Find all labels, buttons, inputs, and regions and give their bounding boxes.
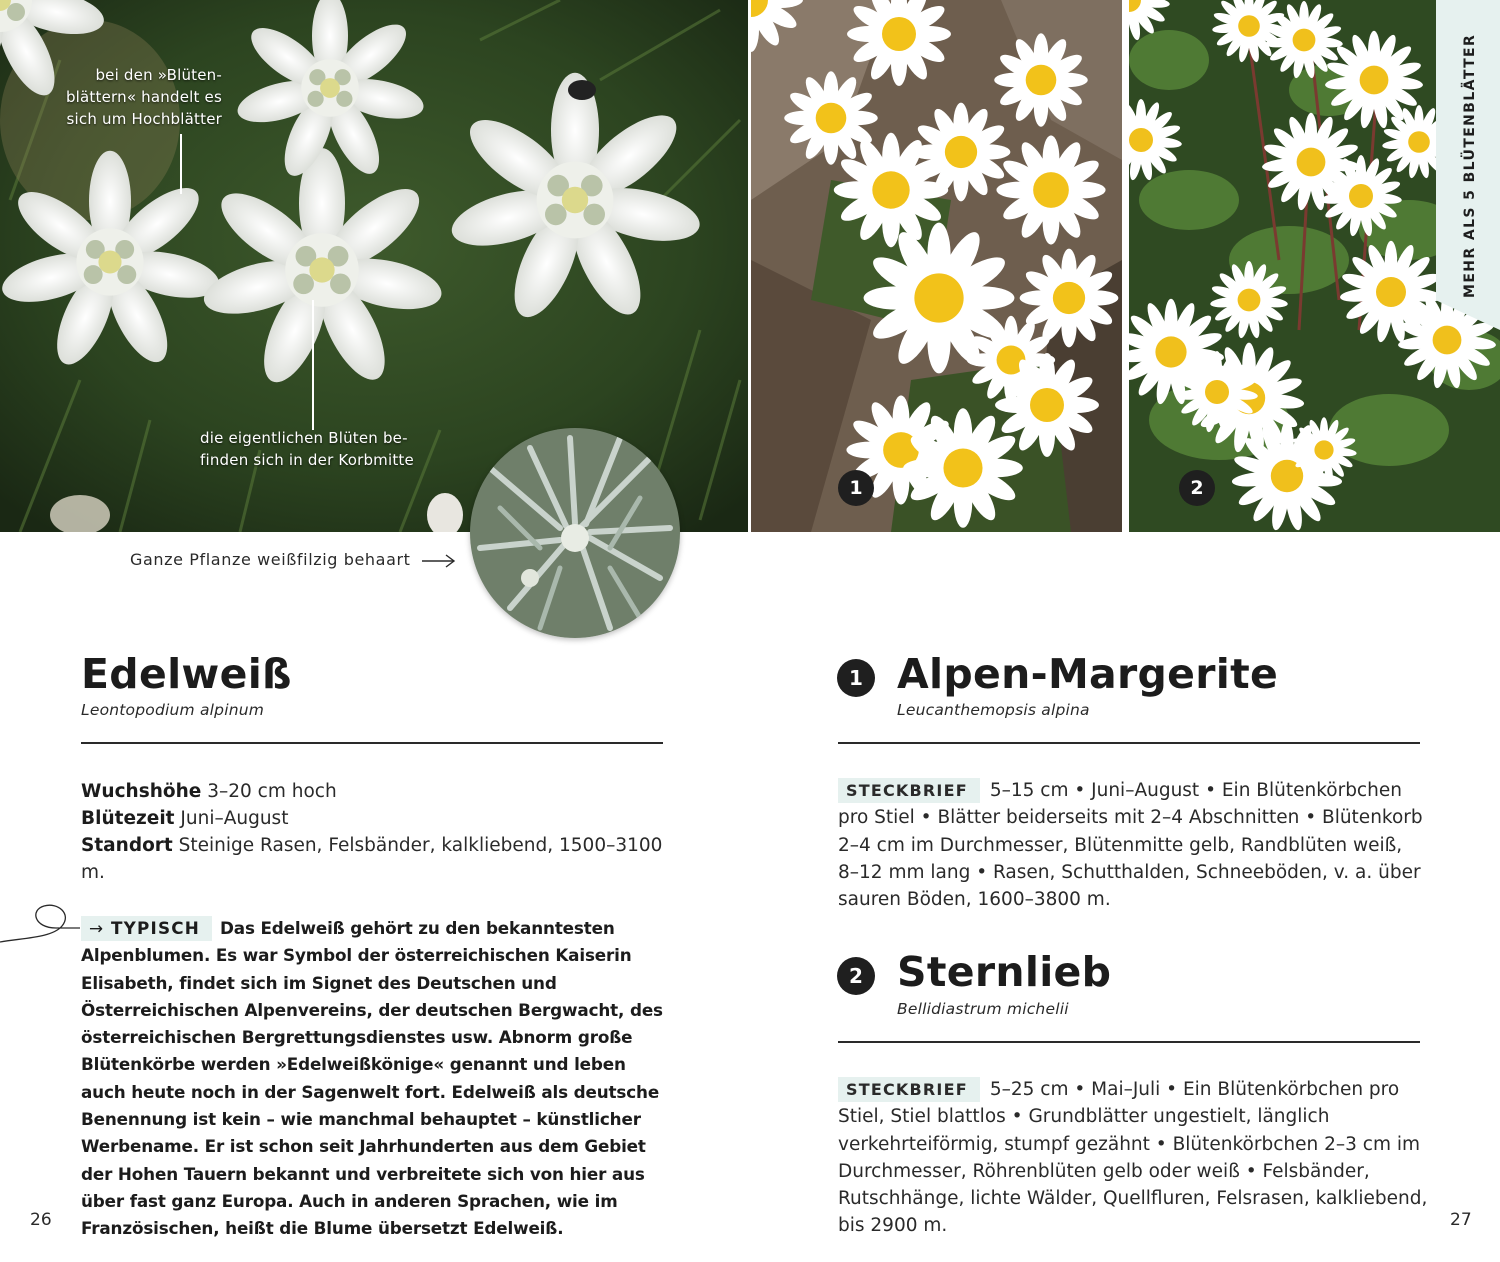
page-number-right: 27 (1450, 1210, 1472, 1230)
divider-rule (838, 742, 1420, 744)
annotation-korbmitte: die eigentlichen Blüten be- finden sich in der Korbmitte (200, 429, 414, 469)
swirl-arrow-icon (0, 898, 82, 948)
steckbrief-sternlieb: STECKBRIEF 5–25 cm • Mai–Juli • Ein Blütenkörbchen pro Stiel, Stiel blattlos • Grundblätter ungestielt, länglich verkehrteiförmig, stumpf gezähnt • Blütenkörbchen 2–3 cm im Durchmesser, Röhrenblüten gelb oder weiß • Felsbänder, Rutschhänge, lichte Wälder, Quellfluren, Felsrasen, kalkliebend, bis 2900 m. (838, 1079, 1428, 1237)
steckbrief-tag: STECKBRIEF (838, 778, 980, 803)
steckbrief-tag: STECKBRIEF (838, 1077, 980, 1102)
page-number-left: 26 (30, 1210, 52, 1230)
species-title-sternlieb: Sternlieb (897, 948, 1112, 996)
species-number-badge-2: 2 (837, 957, 875, 995)
annotation-top-line (180, 134, 182, 194)
inset-caption: Ganze Pflanze weißfilzig behaart (130, 550, 411, 569)
steckbrief-alpen-margerite: STECKBRIEF 5–15 cm • Juni–August • Ein Blütenkörbchen pro Stiel • Blätter beiderseits mit 2–4 Abschnitten • Blütenkorb 2–4 cm im Durchmesser, Blütenmitte gelb, Randblüten weiß, 8–12 mm lang • Rasen, Schutthalden, Schneeböden, v. a. über sauren Böden, 1600–3800 m. (838, 780, 1423, 911)
species-title-edelweiss: Edelweiß (81, 650, 292, 698)
annotation-bottom-line (312, 300, 314, 430)
side-tab-label: MEHR ALS 5 BLÜTENBLÄTTER (1462, 33, 1478, 298)
divider-rule (838, 1041, 1420, 1043)
fact-standort: Standort Steinige Rasen, Felsbänder, kalkliebend, 1500–3100 m. (81, 835, 663, 883)
species-latin-alpen-margerite: Leucanthemopsis alpina (897, 701, 1090, 719)
divider-rule (81, 742, 663, 744)
fact-wuchshoehe: Wuchshöhe 3–20 cm hoch (81, 781, 337, 802)
photo-number-badge-1: 1 (838, 470, 874, 506)
species-title-alpen-margerite: Alpen-Margerite (897, 650, 1279, 698)
facts-list (81, 778, 671, 886)
species-latin-sternlieb: Bellidiastrum michelii (897, 1000, 1069, 1018)
typisch-tag: → TYPISCH (81, 916, 212, 941)
inset-photo-whole-plant (470, 428, 680, 638)
photo-number-badge-2: 2 (1179, 470, 1215, 506)
photo-alpen-margerite (751, 0, 1122, 532)
right-arrow-icon (422, 553, 456, 569)
species-latin-edelweiss: Leontopodium alpinum (81, 701, 265, 719)
fact-bluetezeit: Blütezeit Juni–August (81, 808, 289, 829)
species-number-badge-1: 1 (837, 659, 875, 697)
typisch-paragraph: → TYPISCH Das Edelweiß gehört zu den bekanntesten Alpenblumen. Es war Symbol der österreichischen Kaiserin Elisabeth, findet sich im Signet des Deutschen und Österreichischen Alpenvereins, der deutschen Bergwacht, des österreichischen Bergrettungsdienstes usw. Abnorm große Blütenkörbe werden »Edelweißkönige« genannt und leben auch heute noch in der Sagenwelt fort. Edelweiß als deutsche Benennung ist kein – wie manchmal behauptet – künstlicher Werbename. Er ist schon seit Jahrhunderten aus dem Gebiet der Hohen Tauern bekannt und verbreitete sich von hier aus über fast ganz Europa. Auch in anderen Sprachen, wie im Französischen, heißt die Blume übersetzt Edelweiß. (81, 918, 663, 1239)
annotation-hochblaetter: bei den »Blüten- blättern« handelt es sich um Hochblätter (65, 66, 222, 128)
